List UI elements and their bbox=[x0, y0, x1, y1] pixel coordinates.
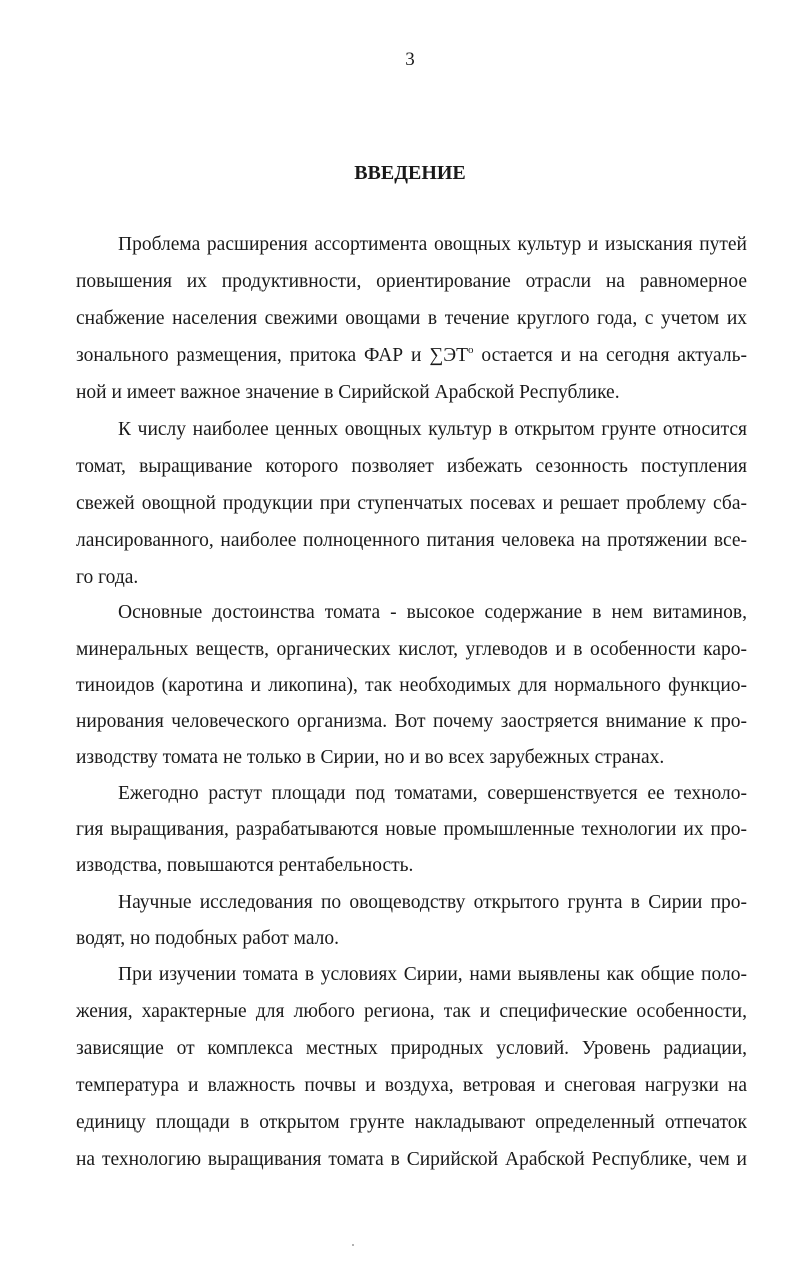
paragraph-1-line-5: ной и имеет важное значение в Сирийской Арабской Республике. bbox=[76, 382, 620, 403]
paragraph-3-line-4: нирования человеческого организма. Вот почему заостряется внимание к про- bbox=[76, 711, 747, 732]
section-heading: ВВЕДЕНИЕ bbox=[354, 162, 466, 184]
paragraph-4-line-2: гия выращивания, разрабатываются новые промышленные технологии их про- bbox=[76, 819, 747, 840]
page-number: 3 bbox=[405, 49, 415, 70]
paragraph-6-line-5: единицу площади в открытом грунте накладывают определенный отпечаток bbox=[76, 1112, 747, 1133]
paragraph-3-line-1: Основные достоинства томата - высокое содержание в нем витаминов, bbox=[118, 602, 747, 623]
paragraph-4-line-3: изводства, повышаются рентабельность. bbox=[76, 855, 414, 876]
paragraph-2-line-1: К числу наиболее ценных овощных культур в открытом грунте относится bbox=[118, 419, 747, 440]
degree-superscript: о bbox=[468, 344, 474, 356]
paragraph-1-line-4 bbox=[76, 343, 747, 369]
paragraph-3-line-3: тиноидов (каротина и ликопина), так необходимых для нормального функцио- bbox=[76, 675, 747, 696]
paragraph-1-line-3: снабжение населения свежими овощами в течение круглого года, с учетом их bbox=[76, 308, 747, 329]
paragraph-2-line-4: лансированного, наиболее полноценного питания человека на протяжении все- bbox=[76, 530, 747, 551]
line-4-end: остается и на сегодня актуаль- bbox=[473, 345, 747, 366]
paragraph-6-line-2: жения, характерные для любого региона, так и специфические особенности, bbox=[76, 1001, 747, 1022]
paragraph-6-line-4: температура и влажность почвы и воздуха, ветровая и снеговая нагрузки на bbox=[76, 1075, 747, 1096]
paragraph-1-line-2: повышения их продуктивности, ориентирование отрасли на равномерное bbox=[76, 271, 747, 292]
scan-speck bbox=[352, 1244, 354, 1246]
paragraph-5-line-1: Научные исследования по овощеводству открытого грунта в Сирии про- bbox=[118, 892, 747, 913]
paragraph-1-line-1: Проблема расширения ассортимента овощных культур и изыскания путей bbox=[118, 234, 747, 255]
paragraph-2-line-5: го года. bbox=[76, 567, 139, 588]
paragraph-4-line-1: Ежегодно растут площади под томатами, совершенствуется ее техноло- bbox=[118, 783, 747, 804]
paragraph-3-line-2: минеральных веществ, органических кислот, углеводов и в особенности каро- bbox=[76, 639, 747, 660]
line-4-start: зонального размещения, притока ФАР и ∑ЭТ bbox=[76, 345, 469, 366]
paragraph-6-line-1: При изучении томата в условиях Сирии, нами выявлены как общие поло- bbox=[118, 964, 747, 985]
paragraph-6-line-6: на технологию выращивания томата в Сирийской Арабской Республике, чем и bbox=[76, 1149, 747, 1170]
paragraph-2-line-2: томат, выращивание которого позволяет избежать сезонность поступления bbox=[76, 456, 747, 477]
paragraph-2-line-3: свежей овощной продукции при ступенчатых посевах и решает проблему сба- bbox=[76, 493, 747, 514]
paragraph-6-line-3: зависящие от комплекса местных природных условий. Уровень радиации, bbox=[76, 1038, 747, 1059]
paragraph-3-line-5: изводству томата не только в Сирии, но и во всех зарубежных странах. bbox=[76, 747, 665, 768]
paragraph-5-line-2: водят, но подобных работ мало. bbox=[76, 928, 340, 949]
